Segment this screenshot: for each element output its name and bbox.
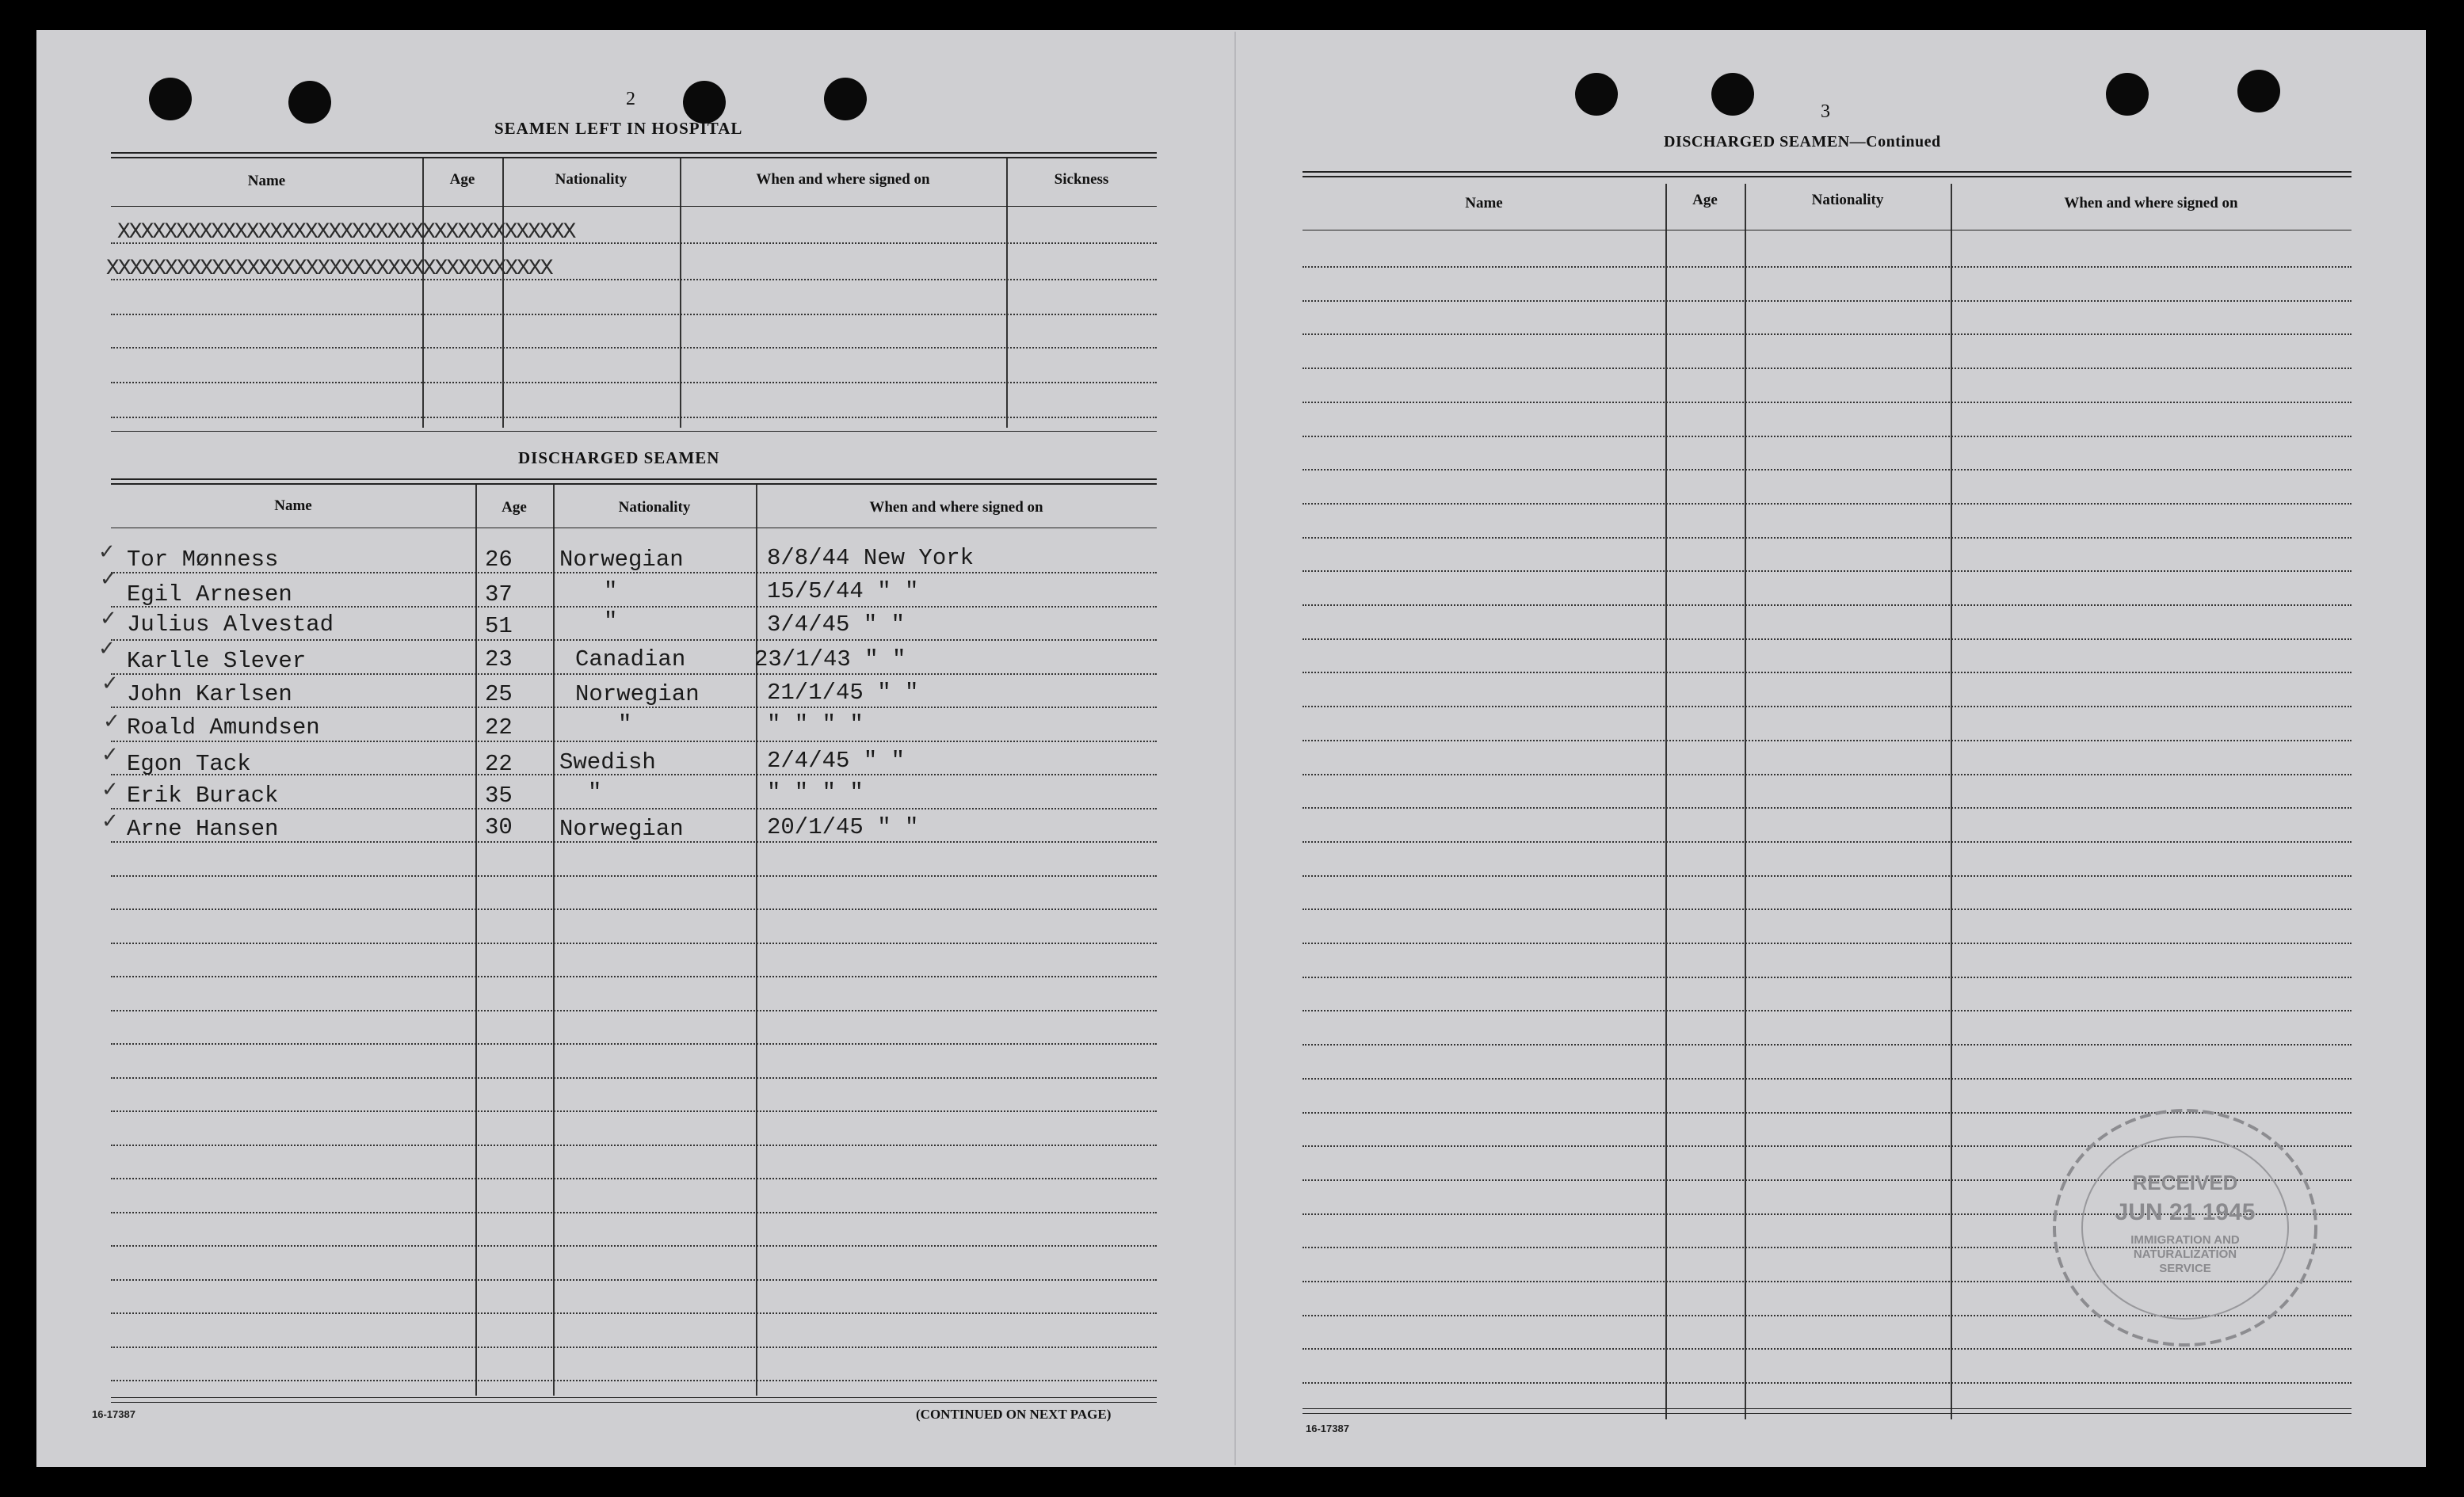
column-divider xyxy=(680,158,681,428)
seaman-signed-on: 15/5/44 " " xyxy=(767,578,919,604)
form-line xyxy=(111,417,1157,418)
continued-note: (CONTINUED ON NEXT PAGE) xyxy=(916,1407,1112,1422)
form-line xyxy=(1303,503,2351,505)
check-mark: ✓ xyxy=(98,637,116,661)
seaman-nationality: " xyxy=(604,578,618,604)
form-line xyxy=(111,1077,1157,1079)
seaman-nationality: Canadian xyxy=(575,646,686,672)
page-number: 2 xyxy=(626,89,635,109)
stamp-line: NATURALIZATION xyxy=(2133,1248,2237,1261)
column-divider xyxy=(502,158,504,428)
form-line xyxy=(1303,977,2351,978)
page-fold xyxy=(1234,32,1236,1465)
form-line xyxy=(111,1380,1157,1381)
form-line xyxy=(111,1110,1157,1112)
table-rule xyxy=(111,1402,1157,1403)
form-line xyxy=(1303,1010,2351,1011)
punch-hole xyxy=(288,81,331,124)
form-line xyxy=(1303,469,2351,470)
form-line xyxy=(111,1145,1157,1146)
struck-entry: XXXXXXXXXXXXXXXXXXXXXXXXXXXXXXXXXXXXXX xyxy=(106,257,552,281)
seaman-age: 30 xyxy=(485,814,513,840)
form-line xyxy=(111,639,1157,641)
seaman-name: Roald Amundsen xyxy=(127,714,320,741)
column-header-age: Age xyxy=(502,499,527,516)
form-line xyxy=(111,943,1157,944)
punch-hole xyxy=(2237,70,2280,112)
seaman-age: 22 xyxy=(485,751,513,777)
seaman-signed-on: " " " " xyxy=(767,711,864,737)
form-line xyxy=(111,1043,1157,1045)
seaman-name: John Karlsen xyxy=(127,681,292,707)
column-divider xyxy=(756,485,757,1396)
seaman-signed-on: 23/1/43 " " xyxy=(754,646,906,672)
stamp-line: SERVICE xyxy=(2159,1262,2211,1275)
column-divider xyxy=(1006,158,1008,428)
form-line xyxy=(1303,841,2351,843)
check-mark: ✓ xyxy=(101,778,119,802)
seaman-signed-on: 20/1/45 " " xyxy=(767,814,919,840)
seaman-signed-on: 8/8/44 New York xyxy=(767,545,975,571)
column-header-name: Name xyxy=(247,173,286,189)
check-mark: ✓ xyxy=(100,607,117,630)
form-line xyxy=(111,314,1157,315)
form-line xyxy=(111,1212,1157,1213)
seaman-signed-on: 3/4/45 " " xyxy=(767,611,906,638)
form-line xyxy=(1303,740,2351,741)
form-line xyxy=(1303,402,2351,403)
column-header-signed-on: When and where signed on xyxy=(869,499,1043,516)
seaman-nationality: " xyxy=(588,779,602,806)
column-divider xyxy=(1665,184,1667,1419)
check-mark: ✓ xyxy=(101,672,119,695)
seaman-nationality: Norwegian xyxy=(559,816,684,842)
stamp-line: JUN 21 1945 xyxy=(2115,1199,2256,1225)
form-line xyxy=(1303,604,2351,606)
punch-hole xyxy=(2106,73,2149,116)
form-line xyxy=(1303,943,2351,944)
table-rule xyxy=(111,157,1157,158)
form-line xyxy=(1303,638,2351,640)
form-line xyxy=(111,1347,1157,1348)
received-stamp xyxy=(2043,1101,2328,1354)
column-header-sickness: Sickness xyxy=(1054,171,1109,188)
check-mark: ✓ xyxy=(98,540,116,564)
seaman-age: 25 xyxy=(485,681,513,707)
seaman-name: Karlle Slever xyxy=(127,648,307,674)
table-rule xyxy=(1303,1413,2351,1414)
form-line xyxy=(111,976,1157,977)
form-line xyxy=(111,741,1157,742)
seaman-nationality: Swedish xyxy=(559,749,656,775)
form-line xyxy=(111,1279,1157,1281)
form-line xyxy=(111,347,1157,349)
form-number: 16-17387 xyxy=(1306,1423,1349,1434)
form-number: 16-17387 xyxy=(92,1408,135,1420)
column-header-name: Name xyxy=(1465,195,1503,211)
form-line xyxy=(1303,537,2351,539)
form-line xyxy=(111,1010,1157,1011)
seaman-name: Arne Hansen xyxy=(127,816,279,842)
table-rule xyxy=(1303,1408,2351,1409)
table-rule xyxy=(1303,176,2351,177)
table-rule xyxy=(111,478,1157,480)
struck-entry: XXXXXXXXXXXXXXXXXXXXXXXXXXXXXXXXXXXXXXX xyxy=(117,220,575,245)
form-line xyxy=(1303,1382,2351,1384)
stamp-line: IMMIGRATION AND xyxy=(2130,1233,2240,1247)
form-line xyxy=(1303,266,2351,268)
discharged-section-title: DISCHARGED SEAMEN xyxy=(518,448,720,467)
seaman-nationality: Norwegian xyxy=(575,681,700,707)
table-rule xyxy=(111,1397,1157,1398)
form-line xyxy=(1303,1044,2351,1046)
column-divider xyxy=(422,158,424,428)
seaman-nationality: " xyxy=(618,711,632,737)
form-line xyxy=(111,908,1157,910)
table-rule xyxy=(111,483,1157,485)
column-header-signed-on: When and where signed on xyxy=(756,171,930,188)
form-line xyxy=(111,382,1157,383)
column-header-nationality: Nationality xyxy=(618,499,691,516)
hospital-section-title: SEAMEN LEFT IN HOSPITAL xyxy=(494,119,743,138)
check-mark: ✓ xyxy=(103,710,120,733)
form-line xyxy=(1303,706,2351,707)
check-mark: ✓ xyxy=(100,567,117,591)
form-line xyxy=(1303,875,2351,877)
form-line xyxy=(1303,807,2351,809)
form-line xyxy=(111,875,1157,877)
seaman-signed-on: 2/4/45 " " xyxy=(767,748,906,774)
punch-hole xyxy=(1711,73,1754,116)
column-divider xyxy=(475,485,477,1396)
seaman-name: Egon Tack xyxy=(127,751,251,777)
column-divider xyxy=(1745,184,1746,1419)
form-line xyxy=(111,1312,1157,1314)
table-rule xyxy=(1303,171,2351,173)
seaman-signed-on: 21/1/45 " " xyxy=(767,680,919,706)
punch-hole xyxy=(149,78,192,120)
form-line xyxy=(111,1245,1157,1247)
seaman-name: Julius Alvestad xyxy=(127,611,334,638)
table-rule xyxy=(111,431,1157,432)
column-header-signed-on: When and where signed on xyxy=(2064,195,2238,211)
check-mark: ✓ xyxy=(101,743,119,767)
column-divider xyxy=(553,485,555,1396)
form-line xyxy=(1303,368,2351,369)
seaman-age: 26 xyxy=(485,547,513,573)
column-header-age: Age xyxy=(1692,192,1718,208)
page-number: 3 xyxy=(1821,101,1830,122)
seaman-age: 37 xyxy=(485,581,513,608)
form-line xyxy=(1303,570,2351,572)
seaman-name: Egil Arnesen xyxy=(127,581,292,608)
seaman-signed-on: " " " " xyxy=(767,779,864,806)
seaman-age: 51 xyxy=(485,613,513,639)
seaman-nationality: " xyxy=(604,608,618,634)
form-line xyxy=(1303,436,2351,437)
form-line xyxy=(1303,908,2351,910)
header-rule xyxy=(111,206,1157,207)
seaman-name: Erik Burack xyxy=(127,783,279,809)
punch-hole xyxy=(683,81,726,124)
seaman-name: Tor Mønness xyxy=(127,547,279,573)
punch-hole xyxy=(824,78,867,120)
punch-hole xyxy=(1575,73,1618,116)
form-line xyxy=(1303,774,2351,775)
form-line xyxy=(1303,1078,2351,1080)
form-line xyxy=(1303,333,2351,335)
seaman-age: 22 xyxy=(485,714,513,741)
column-divider xyxy=(1951,184,1952,1419)
form-line xyxy=(111,1178,1157,1179)
seaman-nationality: Norwegian xyxy=(559,547,684,573)
seaman-age: 35 xyxy=(485,783,513,809)
discharged-continued-title: DISCHARGED SEAMEN—Continued xyxy=(1664,133,1941,150)
form-line xyxy=(111,242,1157,244)
form-line xyxy=(1303,672,2351,673)
column-header-name: Name xyxy=(274,497,312,514)
form-line xyxy=(1303,300,2351,302)
column-header-nationality: Nationality xyxy=(555,171,627,188)
seaman-age: 23 xyxy=(485,646,513,672)
table-rule xyxy=(111,152,1157,154)
form-line xyxy=(111,279,1157,280)
stamp-line: RECEIVED xyxy=(2132,1171,2238,1194)
column-header-nationality: Nationality xyxy=(1811,192,1884,208)
column-header-age: Age xyxy=(449,171,475,188)
check-mark: ✓ xyxy=(101,809,119,833)
